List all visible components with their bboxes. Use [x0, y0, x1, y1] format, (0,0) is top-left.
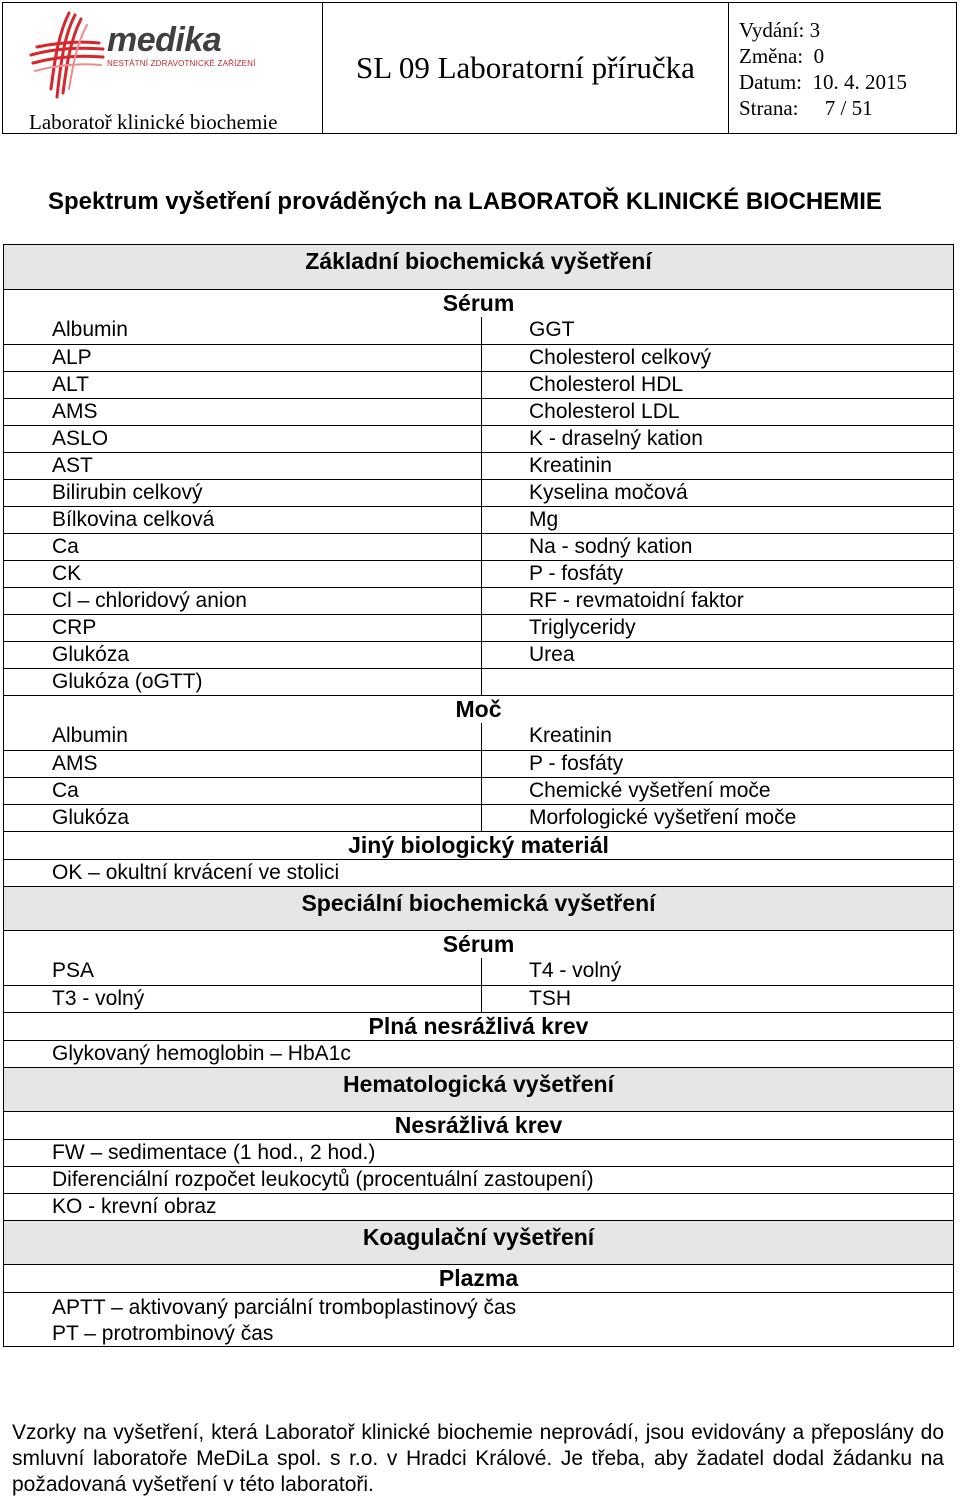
table-row [4, 398, 953, 425]
table-row-group [4, 1292, 953, 1346]
subsection-plazma-title: Plazma [4, 1264, 953, 1292]
zakladni-serum-rows [4, 317, 953, 695]
cell-left: T3 - volný [4, 986, 482, 1012]
subsection-nesrazliva-title: Nesrážlivá krev [4, 1111, 953, 1139]
section-specialni-title: Speciální biochemická vyšetření [4, 886, 953, 930]
cell-right: RF - revmatoidní faktor [529, 589, 744, 612]
cell-right: Kyselina močová [529, 481, 688, 504]
cell-right: Urea [529, 643, 575, 666]
table-row [4, 479, 953, 506]
doc-meta [729, 3, 956, 133]
table-row [4, 452, 953, 479]
cell-right: TSH [529, 987, 571, 1010]
cell-left: ASLO [4, 426, 482, 452]
table-row [4, 560, 953, 587]
table-row: FW – sedimentace (1 hod., 2 hod.) [4, 1139, 953, 1166]
cell-left: Bilirubin celkový [4, 480, 482, 506]
table-row: APTT – aktivovaný parciální tromboplastinový čas [52, 1296, 517, 1319]
subsection-jiny-title: Jiný biologický materiál [4, 831, 953, 859]
cell-left: AMS [4, 751, 482, 777]
cell-right: Kreatinin [529, 454, 612, 477]
table-row [4, 804, 953, 831]
table-row [4, 317, 953, 344]
cell-right: Triglyceridy [529, 616, 636, 639]
cell-right: Morfologické vyšetření moče [529, 806, 797, 829]
cell-left: Glukóza [4, 642, 482, 668]
cell-left: CRP [4, 615, 482, 641]
cell-left: Cl – chloridový anion [4, 588, 482, 614]
cell-right: Kreatinin [529, 724, 612, 747]
cell-left: CK [4, 561, 482, 587]
cell-left: Glukóza (oGTT) [4, 669, 482, 695]
section-koagulacni-title: Koagulační vyšetření [4, 1220, 953, 1264]
meta-vydani: Vydání: 3 [739, 18, 821, 42]
cell-right: GGT [529, 318, 575, 341]
cell-right: Chemické vyšetření moče [529, 779, 771, 802]
specialni-serum-rows [4, 958, 953, 1012]
page-title: Spektrum vyšetření prováděných na LABORATOŘ KLINICKÉ BIOCHEMIE [48, 188, 882, 215]
exam-table [3, 244, 954, 1347]
table-row: PT – protrombinový čas [52, 1322, 274, 1345]
cell-left: Glukóza [4, 805, 482, 831]
cell-left: AST [4, 453, 482, 479]
cell-left: AMS [4, 399, 482, 425]
logo-subtitle: NESTÁTNÍ ZDRAVOTNICKÉ ZAŘÍZENÍ [107, 59, 256, 68]
table-row [4, 506, 953, 533]
section-hematologicka-title: Hematologická vyšetření [4, 1067, 953, 1111]
table-row [4, 958, 953, 985]
cell-right: Na - sodný kation [529, 535, 693, 558]
logo-brand-text: medika [107, 21, 222, 59]
footer-note: Vzorky na vyšetření, která Laboratoř klinické biochemie neprovádí, jsou evidovány a přeposlány do smluvní laboratoře MeDiLa spol. s r.o. v Hradci Králové. Je třeba, aby žadatel dodal žádanku na požadovaná vyšetření v této laboratoři. [12, 1421, 944, 1496]
table-row [4, 425, 953, 452]
cell-left: Ca [4, 534, 482, 560]
table-row [4, 587, 953, 614]
cell-right: P - fosfáty [529, 752, 624, 775]
section-zakladni-title: Základní biochemická vyšetření [4, 245, 953, 289]
table-row: Diferenciální rozpočet leukocytů (procentuální zastoupení) [4, 1166, 953, 1193]
table-row [4, 344, 953, 371]
doc-title: SL 09 Laboratorní příručka [323, 3, 729, 133]
cell-left: ALT [4, 372, 482, 398]
table-row [4, 985, 953, 1012]
cell-left: Ca [4, 778, 482, 804]
subsection-krev-title: Plná nesrážlivá krev [4, 1012, 953, 1040]
meta-zmena: Změna: 0 [739, 44, 825, 68]
meta-zmena-value: 0 [813, 44, 825, 68]
document-header [2, 2, 957, 134]
meta-strana-value: 7 / 51 [824, 96, 873, 120]
table-row [4, 668, 953, 695]
meta-datum-value: 10. 4. 2015 [812, 70, 907, 94]
table-row: KO - krevní obraz [4, 1193, 953, 1220]
meta-datum: Datum: 10. 4. 2015 [739, 70, 907, 94]
medika-logo-icon [27, 9, 107, 104]
subsection-specialni-serum-title: Sérum [4, 930, 953, 958]
lab-name: Laboratoř klinické biochemie [29, 110, 278, 134]
cell-left: ALP [4, 345, 482, 371]
cell-left: Albumin [4, 723, 482, 750]
cell-right: Cholesterol celkový [529, 346, 712, 369]
cell-right: T4 - volný [529, 959, 622, 982]
cell-left: Bílkovina celková [4, 507, 482, 533]
table-row [4, 614, 953, 641]
table-row: OK – okultní krvácení ve stolici [4, 859, 953, 886]
table-row [4, 533, 953, 560]
table-row [4, 641, 953, 668]
table-row: Glykovaný hemoglobin – HbA1c [4, 1040, 953, 1067]
cell-right: K - draselný kation [529, 427, 703, 450]
subsection-serum-title: Sérum [4, 289, 953, 317]
logo-cell [3, 3, 323, 133]
meta-strana: Strana: 7 / 51 [739, 96, 873, 120]
cell-left: PSA [4, 958, 482, 985]
zakladni-moc-rows [4, 723, 953, 831]
cell-left: Albumin [4, 317, 482, 344]
table-row [4, 777, 953, 804]
cell-right: Cholesterol HDL [529, 373, 684, 396]
table-row [4, 723, 953, 750]
table-row [4, 750, 953, 777]
cell-right: P - fosfáty [529, 562, 624, 585]
subsection-moc-title: Moč [4, 695, 953, 723]
cell-right: Cholesterol LDL [529, 400, 680, 423]
cell-right [482, 669, 953, 695]
table-row [4, 371, 953, 398]
cell-right: Mg [529, 508, 559, 531]
meta-vydani-value: 3 [809, 18, 821, 42]
